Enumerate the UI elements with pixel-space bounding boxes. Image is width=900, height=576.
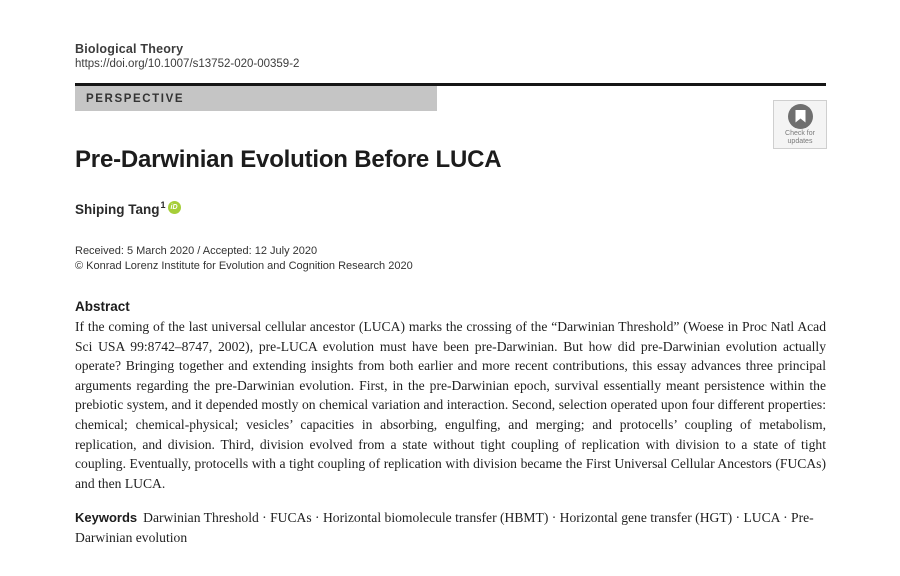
copyright-line: © Konrad Lorenz Institute for Evolution and Cognition Research 2020 <box>75 259 413 272</box>
keywords-text: Darwinian Threshold · FUCAs · Horizontal biomolecule transfer (HBMT) · Horizontal gene transfer (HGT) · LUCA · Pre-Darwinian evolution <box>75 510 814 545</box>
orcid-icon[interactable]: iD <box>168 201 181 214</box>
abstract-text: If the coming of the last universal cellular ancestor (LUCA) marks the crossing of the “Darwinian Threshold” (Woese in Proc Natl Acad Sci USA 99:8742–8747, 2002), pre-LUCA evolution must have been pre-Darwinian. But how did pre-Darwinian evolution actually operate? Bringing together and extending insights from both earlier and more recent contributions, this essay advances three principal arguments regarding the pre-Darwinian evolution. First, in the pre-Darwinian epoch, survival essentially meant persistence within the prebiotic system, and it depended mostly on chemical variation and interaction. Second, selection operated upon four different properties: chemical; chemical-physical; vesicles’ capacities in absorbing, engulfing, and merging; and protocells’ coupling of metabolism, replication, and division. Third, division evolved from a state without tight coupling of replication with division to a state of tight coupling. Eventually, protocells with a tight coupling of replication with division became the First Universal Cellular Ancestors (FUCAs) and then LUCA. <box>75 319 826 491</box>
keywords-heading: Keywords <box>75 510 138 526</box>
journal-name: Biological Theory <box>75 42 184 56</box>
received-accepted-line: Received: 5 March 2020 / Accepted: 12 July 2020 <box>75 245 318 257</box>
header-rule <box>75 83 826 112</box>
article-type-label: PERSPECTIVE <box>86 92 185 105</box>
article-type-banner <box>75 86 437 111</box>
article-title: Pre-Darwinian Evolution Before LUCA <box>75 146 502 173</box>
author-line <box>75 202 826 217</box>
doi-link[interactable]: https://doi.org/10.1007/s13752-020-00359-2 <box>75 58 300 70</box>
keywords-block <box>75 508 826 547</box>
author-affiliation-mark: 1 <box>160 200 166 210</box>
abstract-heading: Abstract <box>75 299 130 314</box>
author-name: Shiping Tang <box>75 202 160 217</box>
check-updates-label: Check for updates <box>785 130 815 145</box>
